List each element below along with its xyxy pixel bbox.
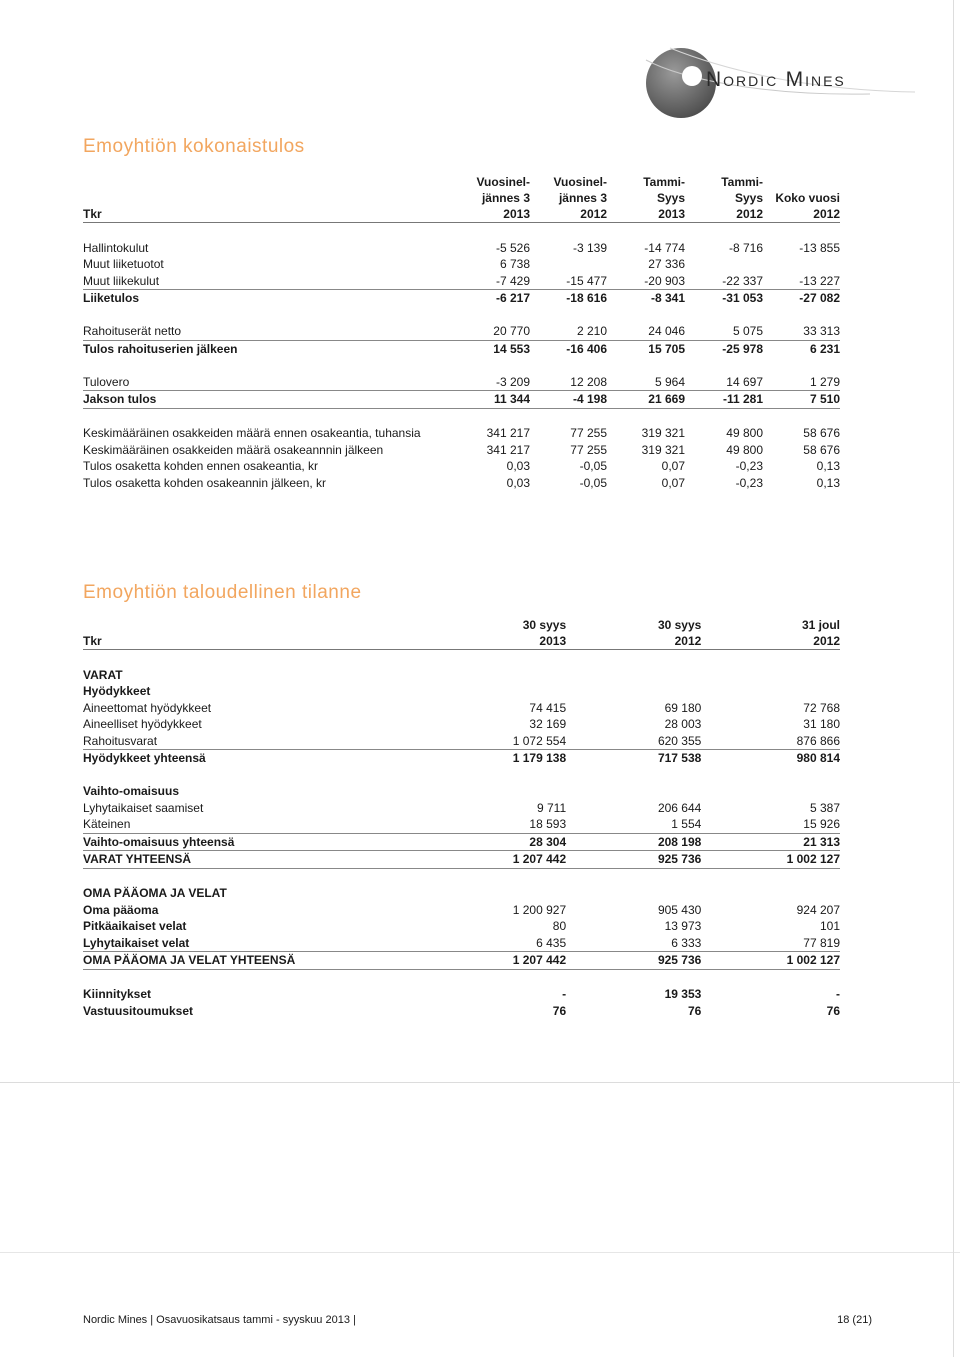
table-row: Tulos osaketta kohden ennen osakeantia, kr 0,03 -0,05 0,07 -0,23 0,13 <box>83 459 840 473</box>
table-row: Keskimääräinen osakkeiden määrä ennen osakeantia, tuhansia 341 217 77 255 319 321 49 800 58 676 <box>83 426 840 440</box>
table-row: Muut liiketuotot 6 738 27 336 <box>83 257 685 271</box>
divider <box>0 1252 960 1253</box>
income-statement-table <box>83 174 840 491</box>
table-row: OMA PÄÄOMA JA VELAT <box>83 886 227 900</box>
header-col-1: 30 syys 2013 <box>522 618 567 648</box>
table-row: OMA PÄÄOMA JA VELAT YHTEENSÄ 1 207 442 925 736 1 002 127 <box>83 953 840 967</box>
balance-section-title: Emoyhtiön taloudellinen tilanne <box>83 582 362 603</box>
table-row: Kiinnitykset - 19 353 - <box>83 987 840 1001</box>
header-col-2: 30 syys 2012 <box>657 618 702 648</box>
header-col-3: 31 joul 2012 <box>801 618 840 648</box>
table-row: Käteinen 18 593 1 554 15 926 <box>83 817 840 831</box>
table-row: Tulos rahoituserien jälkeen 14 553 -16 406 15 705 -25 978 6 231 <box>83 341 840 356</box>
balance-sheet-table <box>83 617 840 1019</box>
footer-text: Nordic Mines | Osavuosikatsaus tammi - syyskuu 2013 | <box>83 1314 356 1326</box>
table-row: VARAT <box>83 667 123 682</box>
table-row: Vastuusitoumukset 76 76 76 <box>83 1003 840 1018</box>
table-row: Keskimääräinen osakkeiden määrä osakeannnin jälkeen 341 217 77 255 319 321 49 800 58 676 <box>83 442 840 457</box>
header-col-3: Tammi- Syys 2013 <box>643 175 685 221</box>
divider <box>0 1082 960 1083</box>
table-row: Lyhytaikaiset saamiset 9 711 206 644 5 387 <box>83 800 840 815</box>
table-row: Pitkäaikaiset velat 80 13 973 101 <box>83 919 840 933</box>
table-row: VARAT YHTEENSÄ 1 207 442 925 736 1 002 127 <box>83 852 840 866</box>
header-col-4: Tammi- Syys 2012 <box>721 175 763 221</box>
income-section-title: Emoyhtiön kokonaistulos <box>83 136 305 157</box>
table-row: Tulos osaketta kohden osakeannin jälkeen, kr 0,03 -0,05 0,07 -0,23 0,13 <box>83 475 840 490</box>
table-row: Hallintokulut -5 526 -3 139 -14 774 -8 716 -13 855 <box>83 240 840 255</box>
table-row: Vaihto-omaisuus yhteensä 28 304 208 198 21 313 <box>83 834 840 849</box>
table-row: Aineettomat hyödykkeet 74 415 69 180 72 768 <box>83 700 840 715</box>
header-label: Tkr <box>83 634 102 648</box>
income-header-row <box>83 174 840 223</box>
page-number: 18 (21) <box>837 1314 872 1326</box>
table-row: Liiketulos -6 217 -18 616 -8 341 -31 053 -27 082 <box>83 291 840 305</box>
table-row: Rahoituserät netto 20 770 2 210 24 046 5 075 33 313 <box>83 324 840 338</box>
logo-wordmark: NORDIC MINES <box>706 68 846 91</box>
table-row: Lyhytaikaiset velat 6 435 6 333 77 819 <box>83 935 840 950</box>
header-col-5: Koko vuosi 2012 <box>775 191 840 221</box>
header-col-1: Vuosinel- jännes 3 2013 <box>476 175 530 221</box>
table-row: Muut liikekulut -7 429 -15 477 -20 903 -22 337 -13 227 <box>83 273 840 288</box>
header-label: Tkr <box>83 207 102 221</box>
table-row: Hyödykkeet yhteensä 1 179 138 717 538 980 814 <box>83 751 840 765</box>
table-row: Oma pääoma 1 200 927 905 430 924 207 <box>83 902 840 917</box>
balance-header-row <box>83 617 840 650</box>
header-col-2: Vuosinel- jännes 3 2012 <box>553 175 607 221</box>
table-row: Hyödykkeet <box>83 684 151 698</box>
company-logo <box>640 38 920 128</box>
page-edge <box>953 0 954 1357</box>
table-row: Aineelliset hyödykkeet 32 169 28 003 31 180 <box>83 717 840 731</box>
table-row: Jakson tulos 11 344 -4 198 21 669 -11 281 7 510 <box>83 392 840 406</box>
table-row: Rahoitusvarat 1 072 554 620 355 876 866 <box>83 733 840 748</box>
table-row: Vaihto-omaisuus <box>83 784 180 798</box>
table-row: Tulovero -3 209 12 208 5 964 14 697 1 279 <box>83 374 840 389</box>
